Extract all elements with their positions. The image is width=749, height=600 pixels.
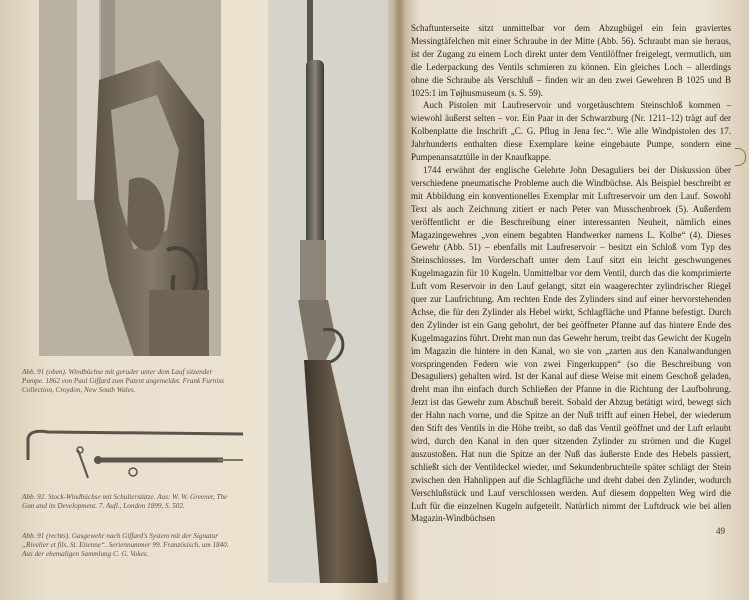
gun-detail-illustration [39, 0, 221, 356]
paragraph-2: Auch Pistolen mit Laufreservoir und vorgetäuschtem Steinschloß kommen – wiewohl äußerst selten – vor. Ein Paar in der Schwarzburg (Nr. 1211–12) trägt auf der Kolbenplatte die Inschrift „C. G. Pflug in Jena fec.“. Wie alle Windpistolen des 17. Jahrhunderts enthalten diese Exemplare keine eingebaute Pumpe, sondern eine Pumpenansatztülle in der Knaufkappe. [411, 100, 731, 163]
caption-abb92: Abb. 92. Stock-Windbüchse mit Schulterstütze. Aus: W. W. Greener, The Gun and its Development. 7. Aufl., London 1899, S. 502. [22, 493, 228, 510]
caption-abb91-oben: Abb. 91 (oben). Windbüchse mit gerader unter dem Lauf sitzender Pumpe. 1862 von Paul Giffard zum Patent angemeldet. Frank Furniss Collection, Croydon, New South Wales. [22, 368, 224, 394]
photo-abb91-rechts [268, 0, 388, 583]
stock-windbuechse-illustration [18, 420, 258, 500]
page-number: 49 [716, 526, 725, 536]
photo-abb91-oben [39, 0, 221, 356]
body-text [411, 22, 731, 525]
book-spine [392, 0, 406, 600]
paragraph-1: Schaftunterseite sitzt unmittelbar vor dem Abzugbügel ein fein graviertes Messingtäfelchen mit einer Schraube in der Mitte (Abb. 56). Schraubt man sie heraus, ist der Zugang zu einem Loch direkt unter dem Ventilöffner freigelegt, vermutlich, um die Lederpackung des Ventils schmieren zu können. Ein gleiches Loch – allerdings ohne die Schraube als Verschluß – finden wir an den zwei Gewehren B 1025 und B 1025:1 im Tøjhusmuseum (s. S. 59). [411, 23, 731, 98]
paragraph-3: 1744 erwähnt der englische Gelehrte John Desaguliers bei der Diskussion über verschiedene pneumatische Probleme auch die Windbüchse. Als Beispiel beschreibt er mit Abbildung ein konventionelles Exemplar mit Luftreservoir um den Lauf. Sowohl Text als auch Zeichnung zitiert er nach Peter van Musschenbroek (5). Außerdem veröffentlicht er die Beschreibung einer interessanten Neuheit, nämlich eines Magazingewehres „von einem begabten Handwerker namens L. Kolbe“ (4). Dieses Gewehr (Abb. 51) – ebenfalls mit Laufreservoir – besitzt ein Schloß vom Typ des Steinschlosses. Im Vorderschaft unter dem Lauf sitzt ein leicht geschwungenes Kugelmagazin für 10 Kugeln. Unmittelbar vor dem Ventil, durch das die komprimierte Luft vom Reservoir in den Lauf gelangt, sitzt ein waagerechter zylindrischer Riegel quer zur Laufrichtung. Am rechten Ende des Zylinders sind auf einer hervorstehenden Achse, die für den Zylinder als Hebel wirkt, Schlagfläche und Pfanne befestigt. Durch den Zylinder ist ein Gang gebohrt, der bei geöffneter Pfanne auf das hintere Ende des Kugelmagazins führt. Dreht man nun das Gewehr herum, treibt das Gewicht der Kugeln im Magazin die hintere in den Kanal, wo sie von „zarten aus den Kanalwandungen vorspringenden Federn wie von zwei Fingerkuppen“ (so die Beschreibung von Desaguliers) gehalten wird. Ist der Kanal auf diese Weise mit einem Geschoß geladen, dreht man ihn einfach durch Schließen der Pfanne in die Richtung der Laufbohrung. Jetzt ist das Gewehr zum Abschuß bereit. Sobald der Abzug betätigt wird, bewegt sich der Hahn nach vorne, und die Spitze an der Nuß trifft auf einen Hebel, der wiederum den Stift des Ventils in die Höhe treibt, so daß das Ventil geöffnet und der Luft erlaubt wird, durch den Kanal in den quer sitzenden Zylinder zu strömen und die Kugel auszustoßen. Hat nun die Spitze an der Nuß das äußerste Ende des Hebels passiert, schließt sich der Ventildeckel wieder, und Sekundenbruchteile später schlägt der Stein zwischen den Hahnlippen auf die Schlagfläche und dreht dabei den Zylinder, wodurch Verschlußstück und Lauf verschlossen werden. Auf diesem doppelten Weg wird die Luft für die einzelnen Kugeln aufgeteilt. Natürlich nimmt der Luftdruck wie bei allen Magazin-Windbüchsen [411, 164, 731, 524]
caption-abb91-rechts: Abb. 91 (rechts). Gasgewehr nach Giffard's System mit der Signatur „Rivelier et fils, St. Etienne“. Seriennummer 99. Französisch, um 1840. Aus der ehemaligen Sammlung C. G. Vokes. [22, 532, 229, 558]
gas-rifle-illustration [268, 0, 388, 583]
